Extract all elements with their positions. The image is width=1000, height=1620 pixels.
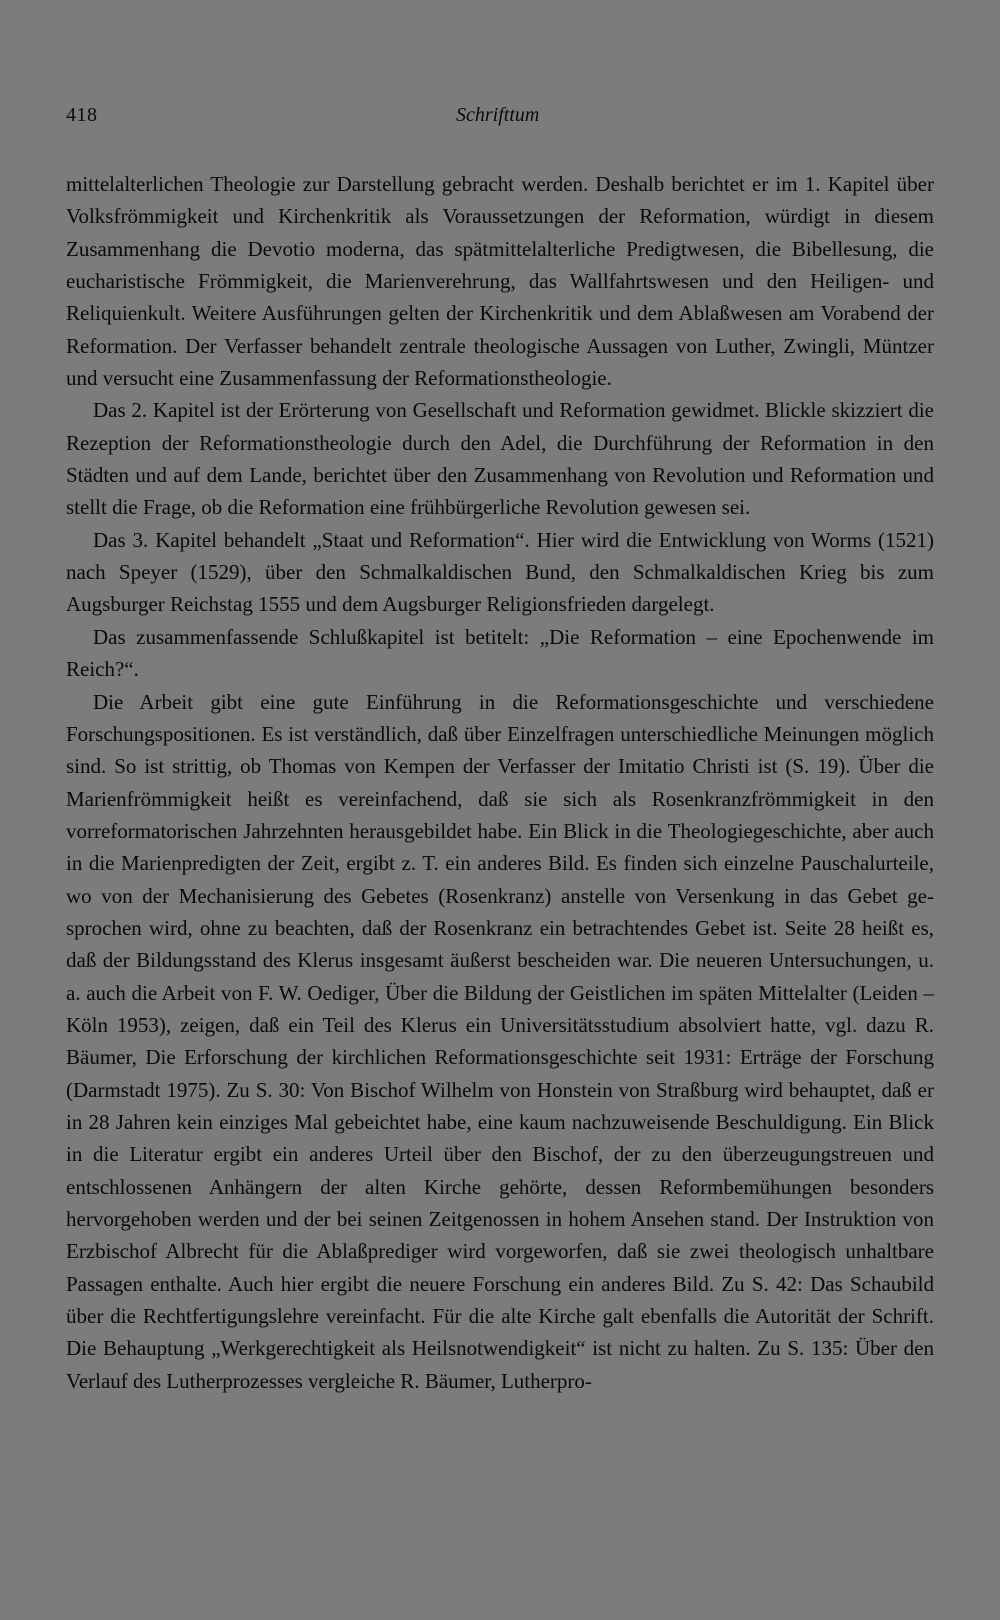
paragraph: mittelalterlichen Theologie zur Darstellung gebracht werden. Deshalb berichtet er im 1. Kapitel über Volksfrömmigkeit und Kirchenkritik als Voraussetzungen der Reformation, würdigt in diesem Zusammenhang die Devotio moderna, das spätmittelalterliche Predigtwesen, die Bibellesung, die eucharistische Frömmigkeit, die Marienverehrung, das Wallfahrtswesen und den Heiligen- und Reliquienkult. Weitere Ausführungen gelten der Kirchenkritik und dem Ablaßwesen am Vorabend der Reformation. Der Verfasser behandelt zentrale theologische Aussagen von Luther, Zwingli, Müntzer und versucht eine Zusammenfassung der Reformationstheologie. <box>66 172 934 391</box>
page-number: 418 <box>66 104 98 126</box>
paragraph: Das 2. Kapitel ist der Erörterung von Gesellschaft und Reformation gewidmet. Blickle skizziert die Rezeption der Reformationstheologie durch den Adel, die Durchführung der Reformation in den Städten und auf dem Lande, berichtet über den Zusammenhang von Revolution und Reformation und stellt die Frage, ob die Reformation eine frühbürgerliche Revolution gewesen sei. <box>66 398 934 520</box>
body-text <box>66 168 934 1397</box>
paragraph: Das zusammenfassende Schlußkapitel ist betitelt: „Die Reformation – eine Epochenwende im Reich?“. <box>66 624 934 682</box>
paragraph: Das 3. Kapitel behandelt „Staat und Reformation“. Hier wird die Entwicklung von Worms (1521) nach Speyer (1529), über den Schmalkaldischen Bund, den Schmalkaldischen Krieg bis zum Augsburger Reichstag 1555 und dem Augsburger Religionsfrieden dargelegt. <box>66 527 934 617</box>
paragraph: Die Arbeit gibt eine gute Einführung in die Reformationsgeschichte und verschiedene Forschungspositionen. Es ist verständlich, daß über Einzelfragen unterschiedliche Meinungen möglich sind. So ist strittig, ob Thomas von Kempen der Verfasser der Imitatio Christi ist (S. 19). Über die Marienfrömmigkeit heißt es vereinfachend, daß sie sich als Rosenkranzfrömmigkeit in den vorreformatorischen Jahrzehnten herausgebildet habe. Ein Blick in die Theologiegeschichte, aber auch in die Marienpredigten der Zeit, ergibt z. T. ein anderes Bild. Es finden sich einzelne Pauschalurteile, wo von der Mechanisierung des Gebetes (Rosenkranz) anstelle von Versenkung in das Gebet gesprochen wird, ohne zu beachten, daß der Rosenkranz ein betrachtendes Gebet ist. Seite 28 heißt es, daß der Bildungsstand des Klerus insgesamt äußerst bescheiden war. Die neueren Untersuchungen, u. a. auch die Arbeit von F. W. Oediger, Über die Bildung der Geistlichen im späten Mittelalter (Leiden – Köln 1953), zeigen, daß ein Teil des Klerus ein Universitätsstudium absolviert hatte, vgl. dazu R. Bäumer, Die Erforschung der kirchlichen Reformationsgeschichte seit 1931: Erträge der Forschung (Darmstadt 1975). Zu S. 30: Von Bischof Wilhelm von Honstein von Straßburg wird behauptet, daß er in 28 Jahren kein einziges Mal gebeichtet habe, eine kaum nachzuweisende Beschuldigung. Ein Blick in die Literatur ergibt ein anderes Urteil über den Bischof, der zu den überzeugungstreuen und entschlossenen Anhängern der alten Kirche gehörte, dessen Reformbemühungen besonders hervorgehoben werden und der bei seinen Zeitgenossen in hohem Ansehen stand. Der Instruktion von Erzbischof Albrecht für die Ablaßprediger wird vorgeworfen, daß sie zwei theologisch unhaltbare Passagen enthalte. Auch hier ergibt die neuere Forschung ein anderes Bild. Zu S. 42: Das Schaubild über die Rechtfertigungslehre vereinfacht. Für die alte Kirche galt ebenfalls die Autorität der Schrift. Die Behauptung „Werkgerechtigkeit als Heilsnotwendigkeit“ ist nicht zu halten. Zu S. 135: Über den Verlauf des Lutherprozesses vergleiche R. Bäumer, Lutherpro- <box>66 689 934 1393</box>
page-header <box>66 104 934 134</box>
running-title: Schrifttum <box>456 104 540 126</box>
